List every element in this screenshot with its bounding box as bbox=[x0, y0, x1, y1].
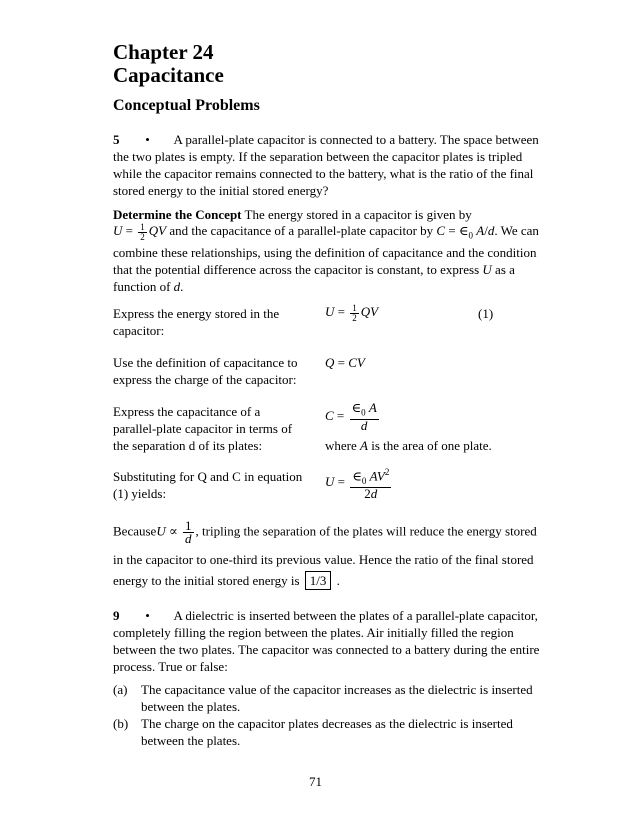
concept-line bbox=[113, 206, 472, 223]
step-3-text: Express the capacitance of a bbox=[113, 404, 261, 419]
problem-9-first-line bbox=[113, 607, 538, 624]
problem-9-text-line: between the two plates. The capacitor was connected to a battery during the entire bbox=[113, 642, 540, 657]
problem-5-text-line: stored energy to the initial stored energy? bbox=[113, 183, 329, 198]
conclusion-text: . bbox=[336, 573, 340, 588]
concept-line: function of d. bbox=[113, 279, 184, 294]
problem-5-text-line: the two plates is empty. If the separation between the capacitor plates is tripled bbox=[113, 149, 523, 164]
capacitance-formula-inline: $C = \in_0$ A/d bbox=[436, 223, 495, 241]
equation-tag: (1) bbox=[478, 306, 494, 321]
page-number: 71 bbox=[309, 774, 322, 789]
conclusion-text: energy to the initial stored energy is bbox=[113, 573, 300, 588]
problem-9-text-line: process. True or false: bbox=[113, 659, 228, 674]
step-4-equation: U = $\frac{\in_0 AV^2}{2d}$ bbox=[325, 467, 390, 501]
option-a-label: (a) bbox=[113, 682, 128, 697]
problem-9-text-line: A dielectric is inserted between the plates of a parallel-plate capacitor, bbox=[173, 608, 538, 623]
step-1-equation: U = $\frac{1}{2}$ QV bbox=[325, 302, 379, 323]
step-4-text: (1) yields: bbox=[113, 486, 167, 501]
step-3-text: the separation d of its plates: bbox=[113, 438, 263, 453]
option-a-text: The capacitance value of the capacitor increases as the dielectric is inserted bbox=[141, 682, 533, 697]
concept-text: The energy stored in a capacitor is given by bbox=[244, 207, 472, 222]
problem-5-number: 5 bbox=[113, 132, 120, 147]
step-2-text: express the charge of the capacitor: bbox=[113, 372, 297, 387]
step-1-text: Express the energy stored in the bbox=[113, 306, 280, 321]
option-b-text: between the plates. bbox=[141, 733, 241, 748]
concept-text: function of bbox=[113, 279, 171, 294]
problem-5-text-line: A parallel-plate capacitor is connected to a battery. The space between bbox=[173, 132, 539, 147]
problem-9-number: 9 bbox=[113, 608, 120, 623]
conclusion-text: , tripling the separation of the plates will reduce the energy stored bbox=[195, 523, 537, 539]
concept-text: as a bbox=[495, 262, 515, 277]
section-title: Conceptual Problems bbox=[113, 97, 260, 114]
option-b-text: The charge on the capacitor plates decreases as the dielectric is inserted bbox=[141, 716, 513, 731]
problem-9-bullet-icon: • bbox=[145, 608, 150, 623]
step-4-text: Substituting for Q and C in equation bbox=[113, 469, 303, 484]
problem-5-bullet-icon: • bbox=[145, 132, 150, 147]
option-b-label: (b) bbox=[113, 716, 129, 731]
conclusion-line bbox=[113, 571, 340, 590]
chapter-topic: Capacitance bbox=[113, 63, 224, 87]
problem-5-text-line: while the capacitor remains connected to the battery, what is the ratio of the final bbox=[113, 166, 534, 181]
concept-line: that the potential difference across the capacitor is constant, to express U as a bbox=[113, 262, 515, 277]
concept-text: and the capacitance of a parallel-plate capacitor by bbox=[169, 223, 434, 238]
step-2-equation: Q = CV bbox=[325, 355, 365, 370]
step-3-equation: C = $\frac{\in_0 A}{d}$ bbox=[325, 400, 377, 433]
answer-box: 1/3 bbox=[305, 571, 332, 590]
step-1-text: capacitor: bbox=[113, 323, 165, 338]
problem-5-first-line bbox=[113, 131, 539, 148]
conclusion-text: Because bbox=[113, 523, 157, 539]
concept-text: . bbox=[180, 279, 184, 294]
chapter-title: Chapter 24 bbox=[113, 40, 214, 64]
concept-line: U = $\frac{1}{2}$ QV and the capacitance of a parallel-plate capacitor by $C = \in_0$ A/d. We can bbox=[113, 221, 539, 242]
energy-formula-inline: U bbox=[113, 223, 123, 238]
step-2-text: Use the definition of capacitance to bbox=[113, 355, 298, 370]
problem-9-text-line: completely filling the region between the plates. Air initially filled the region bbox=[113, 625, 514, 640]
conclusion-line: BecauseU ∝ $\frac{1}{d}$ , tripling the separation of the plates will reduce the energy stored bbox=[113, 518, 537, 546]
step-3-note: where A is the area of one plate. bbox=[325, 438, 492, 453]
concept-line: combine these relationships, using the definition of capacitance and the condition bbox=[113, 245, 537, 260]
option-a-text: between the plates. bbox=[141, 699, 241, 714]
step-3-text: parallel-plate capacitor in terms of bbox=[113, 421, 293, 436]
concept-text: . We can bbox=[494, 223, 539, 238]
concept-label: Determine the Concept bbox=[113, 207, 242, 222]
conclusion-line: in the capacitor to one-third its previous value. Hence the ratio of the final stored bbox=[113, 552, 534, 567]
concept-text: that the potential difference across the capacitor is constant, to express bbox=[113, 262, 480, 277]
